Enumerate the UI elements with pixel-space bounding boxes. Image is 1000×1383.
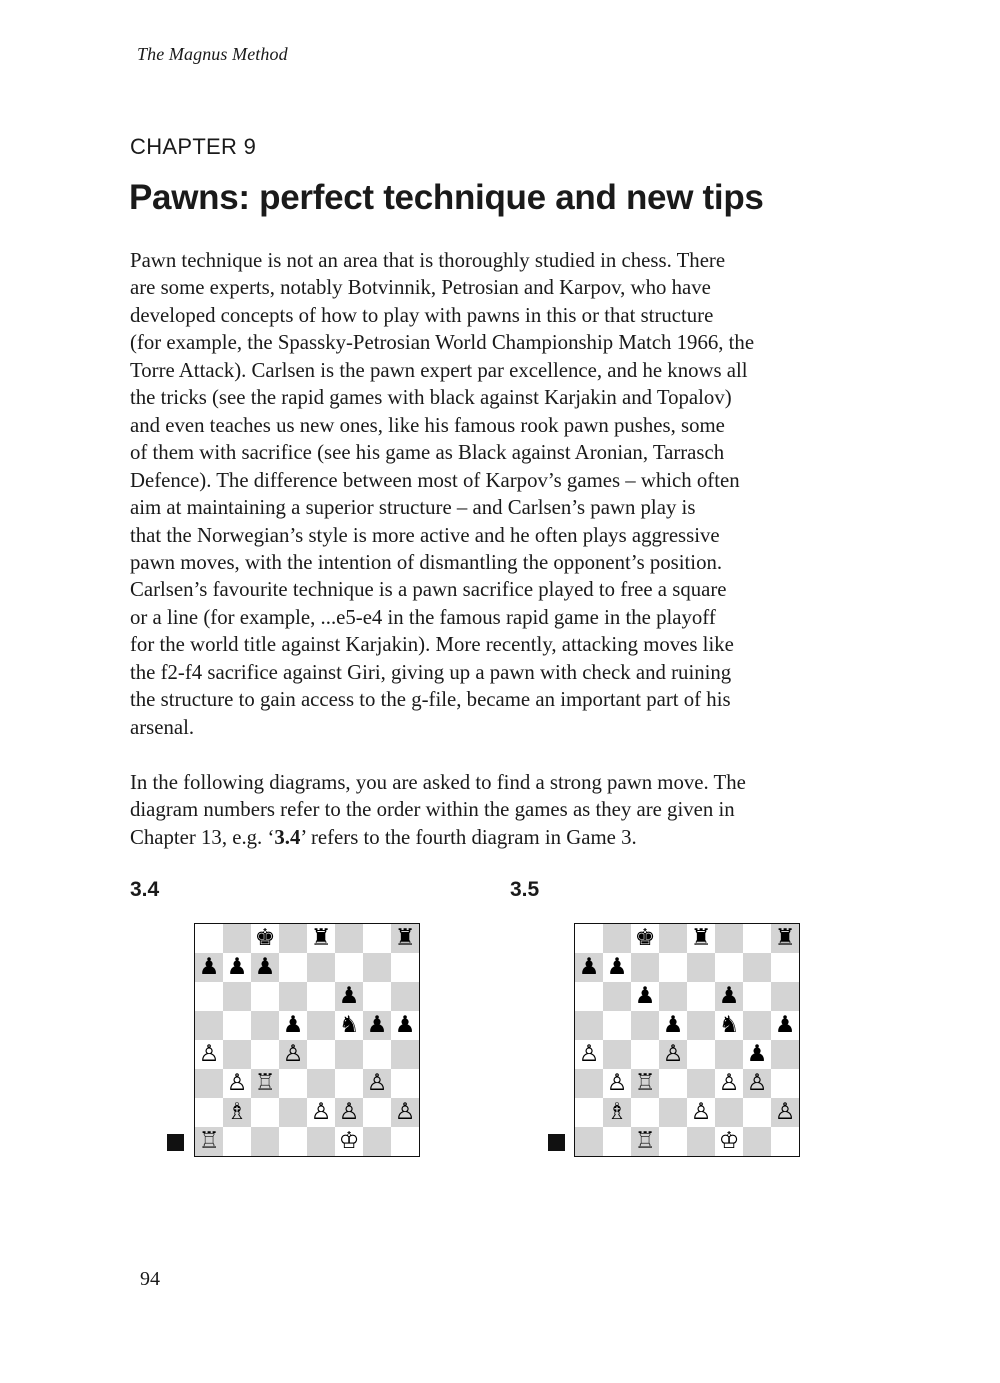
white-pawn-piece-icon: ♙ bbox=[718, 1070, 740, 1096]
paragraph-line: are some experts, notably Botvinnik, Petrosian and Karpov, who have bbox=[130, 276, 711, 300]
black-pawn-piece-icon: ♟ bbox=[394, 1012, 416, 1038]
board-square bbox=[391, 1098, 419, 1127]
board-square bbox=[715, 1098, 743, 1127]
board-square bbox=[575, 1011, 603, 1040]
white-king-piece-icon: ♔ bbox=[718, 1128, 740, 1154]
paragraph-line: for the world title against Karjakin). More recently, attacking moves like bbox=[130, 633, 734, 657]
white-pawn-piece-icon: ♙ bbox=[578, 1041, 600, 1067]
paragraph-line: (for example, the Spassky-Petrosian World Championship Match 1966, the bbox=[130, 331, 755, 355]
black-pawn-piece-icon: ♟ bbox=[282, 1012, 304, 1038]
board-square bbox=[631, 1011, 659, 1040]
board-square bbox=[223, 1127, 251, 1156]
board-square bbox=[195, 924, 223, 953]
board-square bbox=[223, 982, 251, 1011]
black-pawn-piece-icon: ♟ bbox=[718, 983, 740, 1009]
black-rook-piece-icon: ♜ bbox=[310, 925, 332, 951]
board-square bbox=[603, 1127, 631, 1156]
board-square bbox=[687, 1040, 715, 1069]
page-number: 94 bbox=[140, 1268, 160, 1290]
board-square bbox=[659, 1098, 687, 1127]
board-square bbox=[307, 982, 335, 1011]
board-square bbox=[687, 924, 715, 953]
board-square bbox=[195, 982, 223, 1011]
paragraph-line: Defence). The difference between most of Karpov’s games – which often bbox=[130, 468, 740, 492]
white-pawn-piece-icon: ♙ bbox=[394, 1099, 416, 1125]
board-square bbox=[659, 924, 687, 953]
board-square bbox=[223, 953, 251, 982]
chess-board-diagram-3-4 bbox=[194, 923, 420, 1157]
white-rook-piece-icon: ♖ bbox=[634, 1070, 656, 1096]
board-square bbox=[575, 1127, 603, 1156]
inline-text: Chapter 13, e.g. ‘ bbox=[130, 825, 275, 849]
board-square bbox=[223, 1040, 251, 1069]
black-rook-piece-icon: ♜ bbox=[394, 925, 416, 951]
board-square bbox=[391, 982, 419, 1011]
board-square bbox=[195, 1040, 223, 1069]
board-square bbox=[195, 1098, 223, 1127]
paragraph-line: Carlsen’s favourite technique is a pawn sacrifice played to free a square bbox=[130, 578, 727, 602]
white-rook-piece-icon: ♖ bbox=[254, 1070, 276, 1096]
board-square bbox=[631, 1069, 659, 1098]
board-square bbox=[223, 924, 251, 953]
board-square bbox=[687, 1127, 715, 1156]
board-square bbox=[251, 1011, 279, 1040]
board-square bbox=[251, 1040, 279, 1069]
white-bishop-piece-icon: ♗ bbox=[606, 1099, 628, 1125]
board-square bbox=[279, 1069, 307, 1098]
board-square bbox=[659, 982, 687, 1011]
white-pawn-piece-icon: ♙ bbox=[774, 1099, 796, 1125]
board-square bbox=[771, 1011, 799, 1040]
white-pawn-piece-icon: ♙ bbox=[746, 1070, 768, 1096]
board-square bbox=[307, 1098, 335, 1127]
paragraph-line: diagram numbers refer to the order within the games as they are given in bbox=[130, 798, 735, 822]
board-square bbox=[715, 953, 743, 982]
board-square bbox=[743, 1127, 771, 1156]
board-square bbox=[575, 1040, 603, 1069]
white-bishop-piece-icon: ♗ bbox=[226, 1099, 248, 1125]
board-square bbox=[603, 1098, 631, 1127]
board-square bbox=[575, 953, 603, 982]
chess-board-diagram-3-5 bbox=[574, 923, 800, 1157]
chapter-title: Pawns: perfect technique and new tips bbox=[129, 178, 764, 217]
board-square bbox=[335, 1040, 363, 1069]
board-square bbox=[715, 1069, 743, 1098]
paragraph-line: developed concepts of how to play with pawns in this or that structure bbox=[130, 303, 714, 327]
board-square bbox=[715, 982, 743, 1011]
board-square bbox=[631, 982, 659, 1011]
board-square bbox=[743, 1069, 771, 1098]
paragraph-line: pawn moves, with the intention of dismantling the opponent’s position. bbox=[130, 550, 723, 574]
white-rook-piece-icon: ♖ bbox=[634, 1128, 656, 1154]
paragraph-line: Torre Attack). Carlsen is the pawn expert par excellence, and he knows all bbox=[130, 358, 748, 382]
board-square bbox=[391, 924, 419, 953]
board-square bbox=[743, 953, 771, 982]
board-square bbox=[771, 982, 799, 1011]
board-square bbox=[659, 1127, 687, 1156]
black-pawn-piece-icon: ♟ bbox=[366, 1012, 388, 1038]
black-pawn-piece-icon: ♟ bbox=[606, 954, 628, 980]
board-square bbox=[659, 1069, 687, 1098]
board-square bbox=[223, 1011, 251, 1040]
board-square bbox=[631, 1098, 659, 1127]
board-square bbox=[279, 982, 307, 1011]
board-square bbox=[743, 1011, 771, 1040]
board-square bbox=[363, 1127, 391, 1156]
board-square bbox=[575, 1098, 603, 1127]
board-square bbox=[771, 1127, 799, 1156]
board-square bbox=[771, 953, 799, 982]
board-square bbox=[687, 1098, 715, 1127]
paragraph-line: that the Norwegian’s style is more active and he often plays aggressive bbox=[130, 523, 720, 547]
board-square bbox=[659, 1011, 687, 1040]
paragraph-line: the f2-f4 sacrifice against Giri, giving up a pawn with check and ruining bbox=[130, 660, 732, 684]
board-square bbox=[251, 953, 279, 982]
board-square bbox=[251, 924, 279, 953]
black-king-piece-icon: ♚ bbox=[254, 925, 276, 951]
board-square bbox=[195, 953, 223, 982]
board-square bbox=[363, 1098, 391, 1127]
black-to-move-indicator bbox=[167, 1134, 184, 1151]
white-pawn-piece-icon: ♙ bbox=[662, 1041, 684, 1067]
board-square bbox=[279, 953, 307, 982]
board-square bbox=[659, 1040, 687, 1069]
board-square bbox=[279, 1040, 307, 1069]
board-square bbox=[307, 1040, 335, 1069]
diagram-reference-bold: 3.4 bbox=[274, 825, 301, 849]
board-square bbox=[771, 924, 799, 953]
board-square bbox=[307, 1069, 335, 1098]
white-pawn-piece-icon: ♙ bbox=[198, 1041, 220, 1067]
paragraph-line: arsenal. bbox=[130, 715, 195, 739]
white-pawn-piece-icon: ♙ bbox=[690, 1099, 712, 1125]
board-square bbox=[195, 1011, 223, 1040]
black-king-piece-icon: ♚ bbox=[634, 925, 656, 951]
white-pawn-piece-icon: ♙ bbox=[606, 1070, 628, 1096]
board-square bbox=[631, 1127, 659, 1156]
board-square bbox=[335, 1069, 363, 1098]
board-square bbox=[363, 982, 391, 1011]
board-square bbox=[391, 1127, 419, 1156]
board-square bbox=[223, 1098, 251, 1127]
paragraph-line: the structure to gain access to the g-file, became an important part of his bbox=[130, 688, 731, 712]
board-square bbox=[335, 953, 363, 982]
white-pawn-piece-icon: ♙ bbox=[226, 1070, 248, 1096]
board-square bbox=[223, 1069, 251, 1098]
board-square bbox=[251, 1069, 279, 1098]
chapter-label: CHAPTER 9 bbox=[130, 134, 257, 159]
black-pawn-piece-icon: ♟ bbox=[634, 983, 656, 1009]
white-pawn-piece-icon: ♙ bbox=[366, 1070, 388, 1096]
black-knight-piece-icon: ♞ bbox=[718, 1012, 740, 1038]
black-pawn-piece-icon: ♟ bbox=[746, 1041, 768, 1067]
board-square bbox=[603, 1069, 631, 1098]
board-square bbox=[363, 1011, 391, 1040]
board-square bbox=[603, 982, 631, 1011]
black-pawn-piece-icon: ♟ bbox=[198, 954, 220, 980]
board-square bbox=[743, 924, 771, 953]
board-square bbox=[391, 1011, 419, 1040]
board-square bbox=[743, 1098, 771, 1127]
board-square bbox=[195, 1069, 223, 1098]
black-pawn-piece-icon: ♟ bbox=[254, 954, 276, 980]
white-pawn-piece-icon: ♙ bbox=[310, 1099, 332, 1125]
board-square bbox=[603, 953, 631, 982]
paragraph-line: or a line (for example, ...e5-e4 in the famous rapid game in the playoff bbox=[130, 605, 716, 629]
black-pawn-piece-icon: ♟ bbox=[774, 1012, 796, 1038]
black-rook-piece-icon: ♜ bbox=[774, 925, 796, 951]
paragraph-line: In the following diagrams, you are asked to find a strong pawn move. The bbox=[130, 771, 746, 794]
board-square bbox=[771, 1098, 799, 1127]
board-square bbox=[335, 982, 363, 1011]
board-square bbox=[575, 924, 603, 953]
board-square bbox=[335, 924, 363, 953]
board-square bbox=[195, 1127, 223, 1156]
running-header: The Magnus Method bbox=[137, 44, 288, 64]
white-king-piece-icon: ♔ bbox=[338, 1128, 360, 1154]
board-square bbox=[771, 1040, 799, 1069]
board-square bbox=[715, 1011, 743, 1040]
board-square bbox=[743, 1040, 771, 1069]
black-pawn-piece-icon: ♟ bbox=[662, 1012, 684, 1038]
board-square bbox=[391, 1069, 419, 1098]
black-pawn-piece-icon: ♟ bbox=[578, 954, 600, 980]
board-square bbox=[307, 1127, 335, 1156]
paragraph-line bbox=[130, 824, 870, 851]
board-square bbox=[335, 1098, 363, 1127]
board-square bbox=[279, 1098, 307, 1127]
board-square bbox=[687, 1011, 715, 1040]
board-square bbox=[631, 953, 659, 982]
board-square bbox=[659, 953, 687, 982]
board-square bbox=[631, 1040, 659, 1069]
board-square bbox=[335, 1127, 363, 1156]
board-square bbox=[743, 982, 771, 1011]
black-knight-piece-icon: ♞ bbox=[338, 1012, 360, 1038]
black-pawn-piece-icon: ♟ bbox=[226, 954, 248, 980]
diagram-label-3-4: 3.4 bbox=[130, 878, 160, 901]
inline-text: ’ refers to the fourth diagram in Game 3. bbox=[300, 825, 637, 849]
board-square bbox=[715, 924, 743, 953]
board-square bbox=[687, 953, 715, 982]
board-square bbox=[307, 953, 335, 982]
body-paragraph-intro bbox=[130, 247, 870, 741]
paragraph-line: of them with sacrifice (see his game as Black against Aronian, Tarrasch bbox=[130, 441, 725, 465]
board-square bbox=[307, 1011, 335, 1040]
diagram-label-3-5: 3.5 bbox=[510, 878, 540, 901]
board-square bbox=[631, 924, 659, 953]
board-square bbox=[363, 1069, 391, 1098]
board-square bbox=[391, 953, 419, 982]
board-square bbox=[715, 1127, 743, 1156]
board-square bbox=[391, 1040, 419, 1069]
board-square bbox=[335, 1011, 363, 1040]
body-paragraph-instructions bbox=[130, 769, 870, 851]
board-square bbox=[279, 1127, 307, 1156]
board-square bbox=[363, 953, 391, 982]
board-square bbox=[575, 1069, 603, 1098]
board-square bbox=[687, 1069, 715, 1098]
paragraph-line: aim at maintaining a superior structure – and Carlsen’s pawn play is bbox=[130, 496, 696, 520]
paragraph-line: the tricks (see the rapid games with black against Karjakin and Topalov) bbox=[130, 386, 732, 410]
board-square bbox=[575, 982, 603, 1011]
black-pawn-piece-icon: ♟ bbox=[338, 983, 360, 1009]
white-pawn-piece-icon: ♙ bbox=[282, 1041, 304, 1067]
white-pawn-piece-icon: ♙ bbox=[338, 1099, 360, 1125]
board-square bbox=[307, 924, 335, 953]
paragraph-line: and even teaches us new ones, like his famous rook pawn pushes, some bbox=[130, 413, 725, 437]
board-square bbox=[687, 982, 715, 1011]
paragraph-line: Pawn technique is not an area that is thoroughly studied in chess. There bbox=[130, 249, 726, 272]
board-square bbox=[363, 1040, 391, 1069]
board-square bbox=[603, 1011, 631, 1040]
board-square bbox=[363, 924, 391, 953]
board-square bbox=[251, 1098, 279, 1127]
board-square bbox=[603, 924, 631, 953]
black-rook-piece-icon: ♜ bbox=[690, 925, 712, 951]
board-square bbox=[279, 1011, 307, 1040]
white-rook-piece-icon: ♖ bbox=[198, 1128, 220, 1154]
black-to-move-indicator bbox=[548, 1134, 565, 1151]
board-square bbox=[715, 1040, 743, 1069]
board-square bbox=[279, 924, 307, 953]
board-square bbox=[251, 982, 279, 1011]
board-square bbox=[251, 1127, 279, 1156]
board-square bbox=[771, 1069, 799, 1098]
board-square bbox=[603, 1040, 631, 1069]
